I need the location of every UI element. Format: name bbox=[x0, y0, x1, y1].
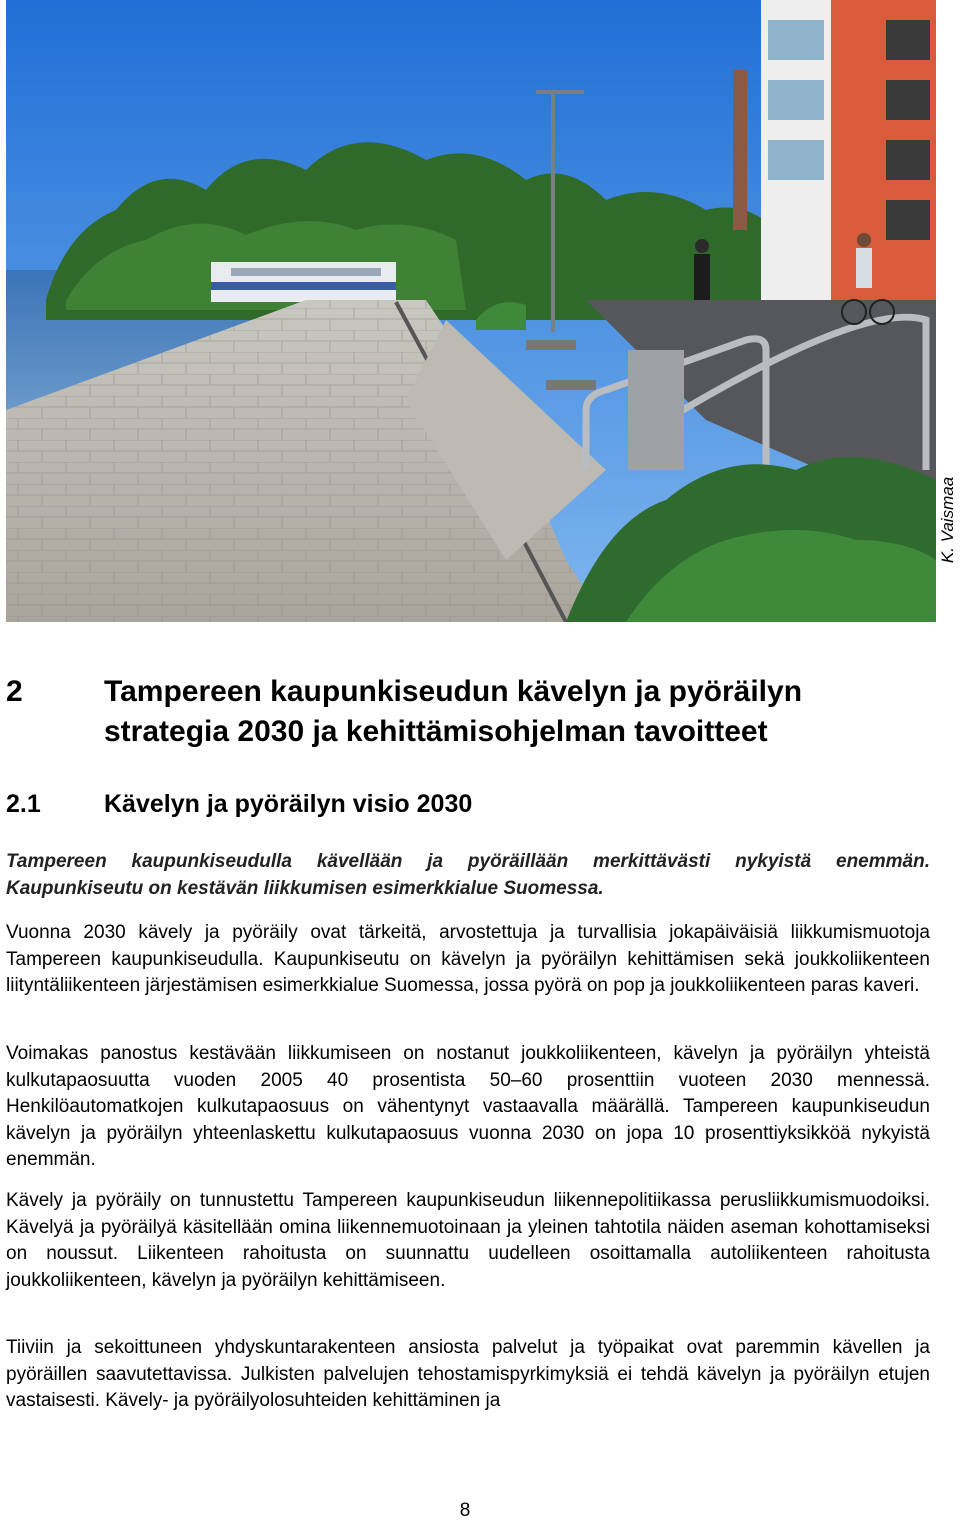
body-paragraph: Tiiviin ja sekoittuneen yhdyskuntarakenteen ansiosta palvelut ja työpaikat ovat paremmin kävellen ja pyöräillen saavutettavissa. Julkisten palvelujen tehostamispyrkimyksiä ei tehdä kävelyn ja pyöräilyn etujen vastaisesti. Kävely- ja pyöräilyolosuhteiden kehittäminen ja bbox=[6, 1337, 930, 1412]
body-paragraph: Kävely ja pyöräily on tunnustettu Tampereen kaupunkiseudun liikennepolitiikassa perusliikkumismuodoiksi. Kävelyä ja pyöräilyä käsitellään omina liikennemuotoinaan ja yleinen tahtotila näiden aseman kohottamiseksi on noussut. Liikenteen rahoitusta on suunnattu uudelleen osoittamalla autoliikenteen rahoitusta joukkoliikenteen, kävelyn ja pyöräilyn kehittämiseen. bbox=[6, 1190, 930, 1291]
chapter-title: Tampereen kaupunkiseudun kävelyn ja pyöräilyn strategia 2030 ja kehittämisohjelman tavoitteet bbox=[104, 675, 803, 748]
body-paragraph: Vuonna 2030 kävely ja pyöräily ovat tärkeitä, arvostettuja ja turvallisia jokapäiväisiä liikkumismuotoja Tampereen kaupunkiseudulla. Kaupunkiseutu on kävelyn ja pyöräilyn kehittämisen sekä joukkoliikenteen liityntäliikenteen järjestämisen esimerkkialue Suomessa, jossa pyörä on pop ja joukkoliikenteen paras kaveri. bbox=[6, 922, 930, 997]
section-number: 2.1 bbox=[6, 790, 41, 818]
vision-statement: Tampereen kaupunkiseudulla kävellään ja pyöräillään merkittävästi nykyistä enemmän. Kaupunkiseutu on kestävän liikkumisen esimerkkialue Suomessa. bbox=[6, 851, 930, 899]
photo-credit-text: K. Vaismaa bbox=[938, 476, 957, 564]
section-title: Kävelyn ja pyöräilyn visio 2030 bbox=[104, 790, 473, 818]
page-number: 8 bbox=[459, 1500, 471, 1521]
section-heading bbox=[6, 786, 472, 822]
waterfront-photo bbox=[6, 0, 936, 622]
body-paragraph: Voimakas panostus kestävään liikkumiseen on nostanut joukkoliikenteen, kävelyn ja pyöräilyn yhteistä kulkutapaosuutta vuoden 2005 40 prosentista 50–60 prosenttiin vuoteen 2030 mennessä. Henkilöautomatkojen kulkutapaosuus on vähentynyt vastaavalla määrällä. Tampereen kaupunkiseudun kävelyn ja pyöräilyn yhteenlaskettu kulkutapaosuus vuonna 2030 on jopa 10 prosenttiyksikköä nykyistä enemmän. bbox=[6, 1043, 930, 1171]
photo-credit bbox=[936, 0, 960, 622]
chapter-number: 2 bbox=[6, 675, 23, 708]
chapter-heading bbox=[6, 672, 926, 752]
